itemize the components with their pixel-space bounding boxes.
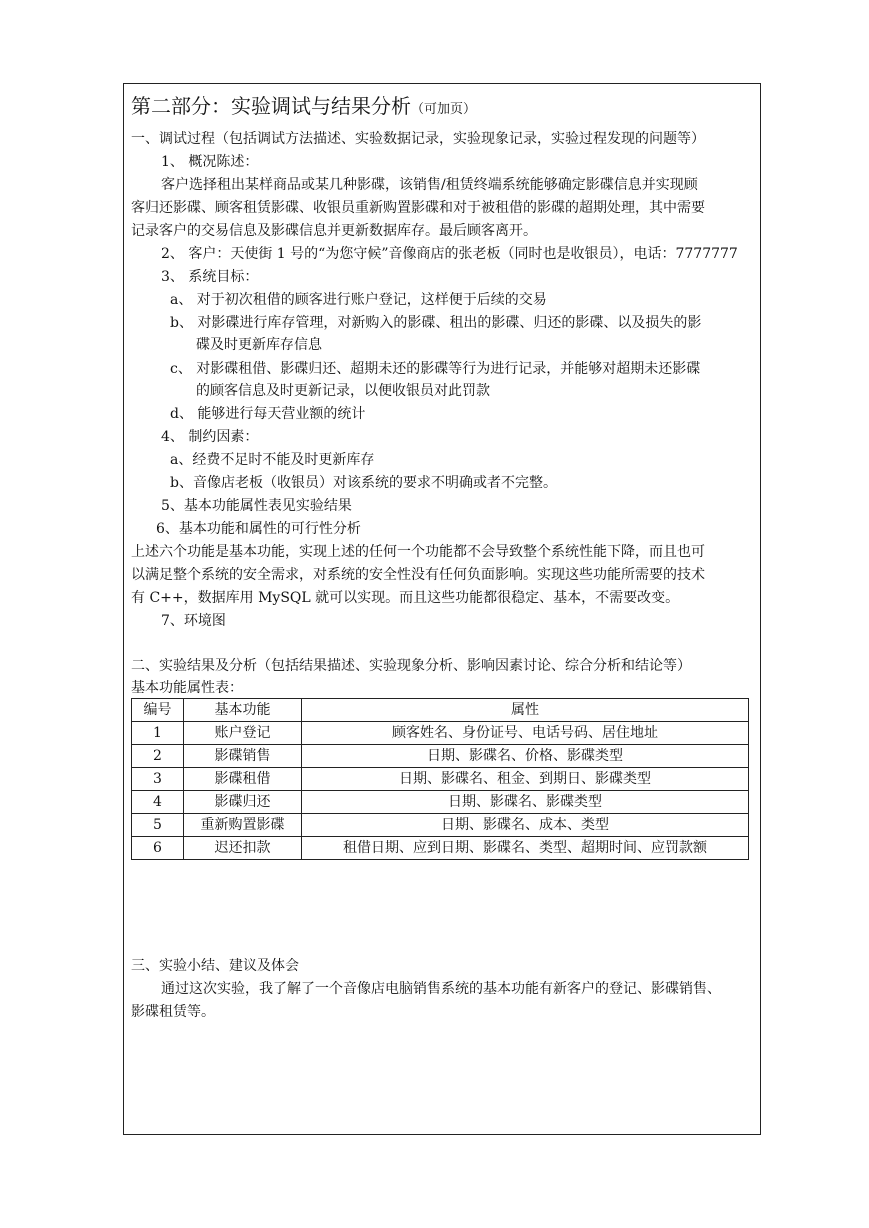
goal-b: b、 对影碟进行库存管理，对新购入的影碟、租出的影碟、归还的影碟、以及损失的影 [170,315,702,331]
cell-function: 影碟销售 [184,745,302,768]
cell-attributes: 日期、影碟名、租金、到期日、影碟类型 [302,768,749,791]
attribute-table [131,698,749,860]
item-6: 6、基本功能和属性的可行性分析 [156,521,361,537]
item-4: 4、 制约因素： [161,429,259,445]
cell-id: 6 [132,837,184,860]
constraint-b: b、音像店老板（收银员）对该系统的要求不明确或者不完整。 [170,475,557,491]
goal-d: d、 能够进行每天营业额的统计 [170,406,366,422]
cell-function: 账户登记 [184,722,302,745]
paragraph-line: 以满足整个系统的安全需求，对系统的安全性没有任何负面影响。实现这些功能所需要的技术 [131,567,705,583]
cell-function: 影碟归还 [184,791,302,814]
report-frame [123,83,761,1135]
cell-attributes: 日期、影碟名、成本、类型 [302,814,749,837]
section1-heading: 一、调试过程（包括调试方法描述、实验数据记录，实验现象记录，实验过程发现的问题等） [131,131,705,147]
paragraph-line: 通过这次实验，我了解了一个音像店电脑销售系统的基本功能有新客户的登记、影碟销售、 [161,981,721,997]
section2-heading: 二、实验结果及分析（包括结果描述、实验现象分析、影响因素讨论、综合分析和结论等） [131,658,691,674]
goal-c-cont: 的顾客信息及时更新记录，以便收银员对此罚款 [196,383,490,399]
paragraph-line: 有 C++，数据库用 MySQL 就可以实现。而且这些功能都很稳定、基本，不需要改变。 [131,590,680,606]
section3-heading: 三、实验小结、建议及体会 [131,958,299,974]
table-row [132,837,749,860]
cell-attributes: 租借日期、应到日期、影碟名、类型、超期时间、应罚款额 [302,837,749,860]
header-id: 编号 [132,699,184,722]
item-3: 3、 系统目标： [161,269,259,285]
paragraph-line: 客户选择租出某样商品或某几种影碟，该销售/租赁终端系统能够确定影碟信息并实现顾 [161,177,698,193]
item-2: 2、 客户：天使街 1 号的“为您守候”音像商店的张老板（同时也是收银员），电话：7777777 [161,246,738,262]
goal-b-cont: 碟及时更新库存信息 [196,337,322,353]
item-5: 5、基本功能属性表见实验结果 [161,498,352,514]
item-1: 1、 概况陈述： [161,154,259,170]
table-caption: 基本功能属性表： [131,680,243,696]
paragraph-line: 客归还影碟、顾客租赁影碟、收银员重新购置影碟和对于被租借的影碟的超期处理，其中需要 [131,200,705,216]
table-row [132,745,749,768]
cell-function: 迟还扣款 [184,837,302,860]
cell-id: 5 [132,814,184,837]
goal-c: c、 对影碟租借、影碟归还、超期未还的影碟等行为进行记录，并能够对超期未还影碟 [170,361,701,377]
table-row [132,814,749,837]
cell-attributes: 日期、影碟名、价格、影碟类型 [302,745,749,768]
header-attributes: 属性 [302,699,749,722]
table-header-row [132,699,749,722]
cell-function: 影碟租借 [184,768,302,791]
cell-function: 重新购置影碟 [184,814,302,837]
goal-a: a、 对于初次租借的顾客进行账户登记，这样便于后续的交易 [170,292,547,308]
cell-id: 2 [132,745,184,768]
cell-id: 3 [132,768,184,791]
header-function: 基本功能 [184,699,302,722]
constraint-a: a、经费不足时不能及时更新库存 [170,452,375,468]
title-note: （可加页） [411,102,477,117]
table-row [132,791,749,814]
paragraph-line: 记录客户的交易信息及影碟信息并更新数据库存。最后顾客离开。 [131,223,537,239]
cell-id: 1 [132,722,184,745]
paragraph-line: 影碟租赁等。 [131,1004,215,1020]
table-row [132,722,749,745]
title-text: 第二部分：实验调试与结果分析 [131,94,411,118]
page-title [131,93,476,123]
cell-attributes: 日期、影碟名、影碟类型 [302,791,749,814]
cell-id: 4 [132,791,184,814]
cell-attributes: 顾客姓名、身份证号、电话号码、居住地址 [302,722,749,745]
item-7: 7、环境图 [161,613,226,629]
table-row [132,768,749,791]
paragraph-line: 上述六个功能是基本功能，实现上述的任何一个功能都不会导致整个系统性能下降，而且也可 [131,544,705,560]
